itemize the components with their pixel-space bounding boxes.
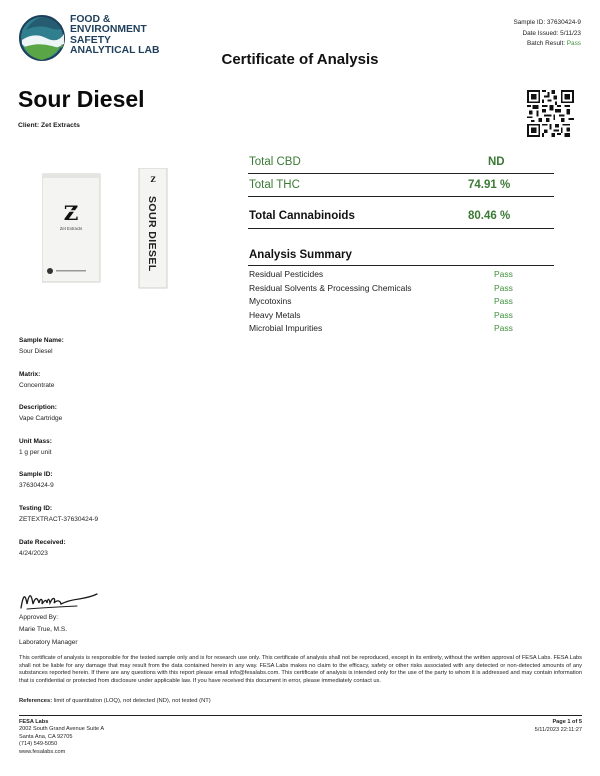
footer-address bbox=[19, 719, 104, 756]
references-label: References: bbox=[19, 698, 53, 704]
total-value: 80.46 % bbox=[468, 210, 511, 222]
sample-details bbox=[19, 336, 219, 571]
footer-timestamp: 5/11/2023 22:11:27 bbox=[534, 726, 582, 733]
footer-page-info bbox=[535, 719, 582, 735]
detail-value: 1 g per unit bbox=[19, 448, 52, 456]
lab-name-line: FOOD & bbox=[70, 14, 111, 25]
detail-label: Matrix: bbox=[19, 370, 41, 378]
analysis-divider bbox=[248, 265, 554, 266]
footer-divider bbox=[19, 715, 582, 716]
box-brand-text: Zet Extracts bbox=[59, 226, 83, 231]
lab-name-line: ANALYTICAL LAB bbox=[70, 45, 160, 57]
detail-value: Sour Diesel bbox=[19, 348, 53, 355]
detail-value: Vape Cartridge bbox=[19, 415, 63, 423]
lab-name-line: SAFETY bbox=[70, 34, 111, 46]
analysis-item bbox=[249, 295, 554, 309]
detail-label: Testing ID: bbox=[19, 504, 53, 512]
total-label: Total THC bbox=[249, 179, 300, 191]
analysis-result: Pass bbox=[494, 323, 513, 333]
product-photo bbox=[42, 168, 172, 290]
footer-website[interactable]: www.fesalabs.com bbox=[19, 748, 66, 755]
total-label: Total CBD bbox=[249, 156, 301, 168]
product-title: Sour Diesel bbox=[18, 86, 145, 112]
page-number: Page 1 of 5 bbox=[552, 719, 582, 725]
disclaimer: This certificate of analysis is responsible for the tested sample only and is for research use only. This certificate of analysis shall not be reproduced, except in its entirety, without the written approval of FESA Labs. FESA Labs shall not be liable for any damage that may result from the data contained herein in any way. FESA Labs makes no claim to the efficacy, safety or other risks associated with any detected or non-detected amounts of any substances reported herein. If there are any questions with this report please email info@fesalabs.com. This certificate of analysis is intended only for the use of the party to whom it is addressed and may contain information that is confidential or protected from disclosure under applicable law. If you have received this document in error, please immediately contact us. bbox=[19, 655, 582, 684]
detail-value: ZETEXTRACT-37630424-9 bbox=[19, 515, 99, 523]
footer-phone: (714) 549-5050 bbox=[19, 741, 58, 748]
analysis-item bbox=[249, 268, 554, 282]
detail-testing-id bbox=[19, 504, 219, 538]
analysis-result: Pass bbox=[494, 282, 513, 293]
qr-code[interactable] bbox=[527, 90, 574, 137]
references-text: limit of quantitation (LOQ), not detected (ND), not tested (NT) bbox=[53, 698, 211, 704]
sample-meta bbox=[513, 18, 581, 50]
analysis-result: Pass bbox=[494, 309, 513, 320]
analysis-summary-heading: Analysis Summary bbox=[249, 249, 352, 261]
svg-text:Z: Z bbox=[63, 201, 79, 225]
references bbox=[19, 698, 582, 704]
detail-value: 37630424-9 bbox=[19, 482, 54, 490]
signature bbox=[19, 586, 99, 614]
approved-by-label: Approved By: bbox=[19, 614, 59, 621]
client-line: Client: Zet Extracts bbox=[18, 122, 80, 129]
svg-text:Z: Z bbox=[150, 175, 156, 184]
analysis-item bbox=[249, 322, 554, 336]
detail-description bbox=[19, 403, 219, 437]
detail-date-received bbox=[19, 538, 219, 572]
total-value: ND bbox=[488, 156, 505, 168]
detail-value: Concentrate bbox=[19, 381, 55, 389]
analysis-result: Pass bbox=[494, 269, 513, 279]
detail-matrix bbox=[19, 370, 219, 404]
total-label: Total Cannabinoids bbox=[249, 210, 355, 222]
total-row-cbd bbox=[248, 151, 554, 174]
detail-sample-id bbox=[19, 470, 219, 504]
detail-value: 4/24/2023 bbox=[19, 549, 48, 557]
analysis-item bbox=[249, 282, 554, 296]
total-row-cannabinoids bbox=[248, 205, 554, 229]
document-title: Certificate of Analysis bbox=[221, 51, 379, 68]
analysis-name: Residual Solvents & Processing Chemicals bbox=[249, 282, 412, 293]
analysis-item bbox=[249, 309, 554, 323]
footer-address-line: Santa Ana, CA 92705 bbox=[19, 733, 73, 740]
batch-result-value: Pass bbox=[566, 40, 581, 48]
analysis-result: Pass bbox=[494, 296, 513, 306]
detail-label: Description: bbox=[19, 404, 57, 412]
detail-label: Sample ID: bbox=[19, 471, 53, 479]
detail-label: Unit Mass: bbox=[19, 437, 52, 445]
total-value: 74.91 % bbox=[468, 179, 511, 191]
detail-unit-mass bbox=[19, 437, 219, 471]
total-row-thc bbox=[248, 174, 554, 197]
approval-block bbox=[19, 612, 78, 649]
meta-date-issued: Date Issued: 5/11/23 bbox=[522, 29, 581, 37]
detail-label: Sample Name: bbox=[19, 337, 64, 344]
analysis-name: Heavy Metals bbox=[249, 309, 301, 320]
batch-result-label: Batch Result: bbox=[526, 40, 565, 48]
analysis-summary-list bbox=[249, 268, 554, 336]
approver-title: Laboratory Manager bbox=[19, 638, 78, 646]
cart-label-text: SOUR DIESEL bbox=[146, 196, 158, 272]
footer-lab-name: FESA Labs bbox=[19, 719, 49, 725]
totals-table bbox=[248, 151, 554, 229]
lab-name-line: ENVIRONMENT bbox=[70, 24, 147, 36]
detail-sample-name bbox=[19, 336, 219, 370]
approver-name: Marie True, M.S. bbox=[19, 626, 68, 634]
meta-sample-id: Sample ID: 37630424-9 bbox=[513, 19, 581, 26]
analysis-name: Residual Pesticides bbox=[249, 269, 324, 279]
analysis-name: Mycotoxins bbox=[249, 296, 292, 306]
analysis-name: Microbial Impurities bbox=[249, 323, 323, 333]
meta-batch-result bbox=[513, 39, 581, 50]
footer-address-line: 2002 South Grand Avenue Suite A bbox=[19, 726, 105, 733]
detail-label: Date Received: bbox=[19, 538, 66, 546]
